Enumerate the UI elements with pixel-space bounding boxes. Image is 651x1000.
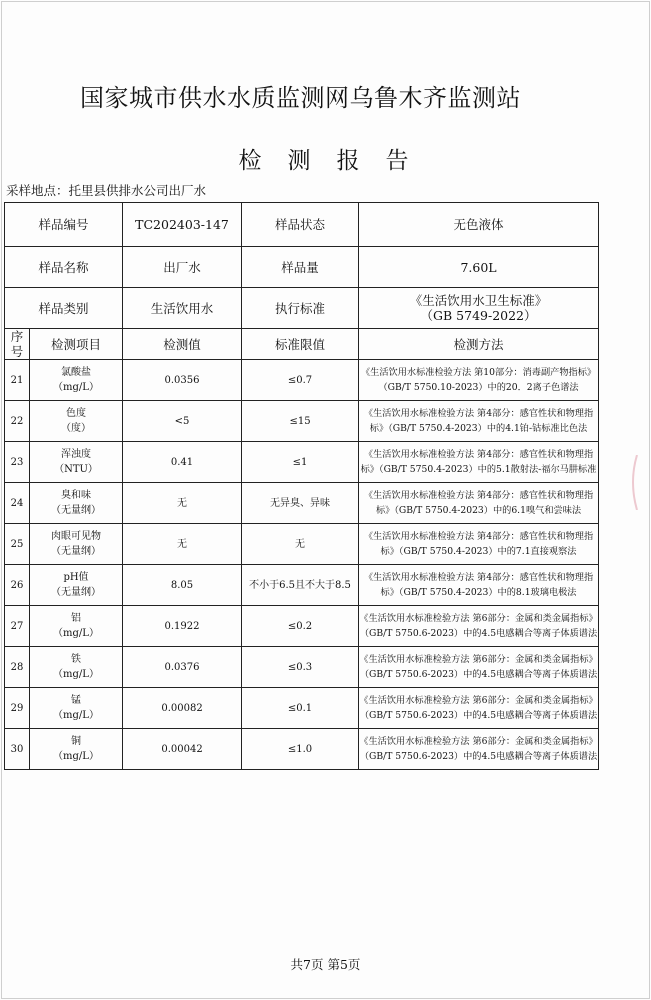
column-header-method: 检测方法	[359, 329, 599, 360]
column-header-seq: 序号	[5, 329, 30, 360]
table-row	[5, 606, 599, 647]
table-row	[5, 524, 599, 565]
row-item-name: 浑浊度	[61, 449, 91, 460]
table-row	[5, 442, 599, 483]
table-row	[5, 360, 599, 401]
row-item	[30, 524, 123, 565]
row-value: 8.05	[123, 565, 242, 606]
row-item-unit: （NTU）	[54, 464, 98, 475]
row-seq: 28	[5, 647, 30, 688]
row-item-unit: （mg/L）	[53, 628, 99, 639]
row-limit: ≤0.2	[242, 606, 359, 647]
row-method: 《生活饮用水标准检验方法 第4部分：感官性状和物理指标》（GB/T 5750.4-2023）中的6.1嗅气和尝味法	[359, 483, 599, 524]
row-value: 0.00042	[123, 729, 242, 770]
standard-value	[359, 288, 599, 329]
row-value: 0.41	[123, 442, 242, 483]
row-item-name: 色度	[66, 408, 86, 419]
table-row	[5, 729, 599, 770]
page-number: 共7页 第5页	[290, 957, 361, 972]
info-row-sample-no	[5, 203, 599, 247]
row-item-unit: （mg/L）	[53, 669, 99, 680]
row-seq: 21	[5, 360, 30, 401]
row-item-name: 臭和味	[61, 490, 91, 501]
row-limit: ≤0.1	[242, 688, 359, 729]
row-item	[30, 647, 123, 688]
row-value: 无	[123, 483, 242, 524]
sample-category-value: 生活饮用水	[123, 288, 242, 329]
row-method: 《生活饮用水标准检验方法 第4部分：感官性状和物理指标》（GB/T 5750.4-2023）中的5.1散射法-福尔马肼标准	[359, 442, 599, 483]
column-header-row	[5, 329, 599, 360]
row-item-unit: （mg/L）	[53, 382, 99, 393]
row-value: 0.0376	[123, 647, 242, 688]
table-row	[5, 565, 599, 606]
standard-line-1: 《生活饮用水卫生标准》	[409, 293, 548, 308]
row-item-unit: （无量纲）	[51, 505, 101, 516]
table-row	[5, 483, 599, 524]
row-limit: ≤1.0	[242, 729, 359, 770]
row-method: 《生活饮用水标准检验方法 第4部分：感官性状和物理指标》（GB/T 5750.4-2023）中的4.1铂-钴标准比色法	[359, 401, 599, 442]
row-item	[30, 729, 123, 770]
row-item	[30, 483, 123, 524]
row-method: 《生活饮用水标准检验方法 第4部分：感官性状和物理指标》（GB/T 5750.4-2023）中的7.1直接观察法	[359, 524, 599, 565]
row-item	[30, 688, 123, 729]
seam-stamp-fragment	[628, 455, 638, 510]
row-limit: 不小于6.5且不大于8.5	[242, 565, 359, 606]
column-header-item: 检测项目	[30, 329, 123, 360]
report-title: 检测报告	[238, 148, 435, 174]
row-seq: 26	[5, 565, 30, 606]
report-table	[4, 202, 599, 770]
row-value: 无	[123, 524, 242, 565]
table-row	[5, 401, 599, 442]
row-method: 《生活饮用水标准检验方法 第6部分：金属和类金属指标》（GB/T 5750.6-2023）中的4.5电感耦合等离子体质谱法	[359, 647, 599, 688]
row-item	[30, 606, 123, 647]
row-seq: 23	[5, 442, 30, 483]
row-item	[30, 401, 123, 442]
sample-amount-value: 7.60L	[359, 247, 599, 288]
standard-line-2: （GB 5749-2022）	[420, 308, 537, 323]
row-limit: 无	[242, 524, 359, 565]
row-method: 《生活饮用水标准检验方法 第4部分：感官性状和物理指标》（GB/T 5750.4-2023）中的8.1玻璃电极法	[359, 565, 599, 606]
info-row-sample-category	[5, 288, 599, 329]
row-item-name: 肉眼可见物	[51, 531, 101, 542]
sampling-site	[6, 181, 206, 199]
row-value: 0.0356	[123, 360, 242, 401]
row-item-unit: （mg/L）	[53, 710, 99, 721]
row-value: 0.1922	[123, 606, 242, 647]
row-method: 《生活饮用水标准检验方法 第6部分：金属和类金属指标》（GB/T 5750.6-2023）中的4.5电感耦合等离子体质谱法	[359, 729, 599, 770]
row-value: 0.00082	[123, 688, 242, 729]
standard-label: 执行标准	[242, 288, 359, 329]
sampling-site-label: 采样地点：	[6, 183, 69, 198]
sample-name-label: 样品名称	[5, 247, 123, 288]
row-item-name: pH值	[63, 572, 89, 583]
row-method: 《生活饮用水标准检验方法 第6部分：金属和类金属指标》（GB/T 5750.6-2023）中的4.5电感耦合等离子体质谱法	[359, 606, 599, 647]
sample-no-value: TC202403-147	[123, 203, 242, 247]
row-seq: 29	[5, 688, 30, 729]
row-item-name: 氯酸盐	[61, 367, 91, 378]
row-limit: ≤1	[242, 442, 359, 483]
sample-state-label: 样品状态	[242, 203, 359, 247]
sample-state-value: 无色液体	[359, 203, 599, 247]
row-item	[30, 565, 123, 606]
row-seq: 27	[5, 606, 30, 647]
row-limit: ≤0.7	[242, 360, 359, 401]
row-item-unit: （无量纲）	[51, 546, 101, 557]
sampling-site-value: 托里县供排水公司出厂水	[68, 183, 207, 198]
column-header-limit: 标准限值	[242, 329, 359, 360]
row-item	[30, 360, 123, 401]
table-row	[5, 647, 599, 688]
row-item-unit: （无量纲）	[51, 587, 101, 598]
row-item	[30, 442, 123, 483]
sample-name-value: 出厂水	[123, 247, 242, 288]
row-limit: ≤0.3	[242, 647, 359, 688]
column-header-value: 检测值	[123, 329, 242, 360]
row-limit: ≤15	[242, 401, 359, 442]
row-limit: 无异臭、异味	[242, 483, 359, 524]
row-method: 《生活饮用水标准检验方法 第6部分：金属和类金属指标》（GB/T 5750.6-2023）中的4.5电感耦合等离子体质谱法	[359, 688, 599, 729]
organization-title: 国家城市供水水质监测网乌鲁木齐监测站	[80, 84, 521, 112]
row-seq: 30	[5, 729, 30, 770]
row-item-unit: （度）	[61, 423, 91, 434]
row-item-name: 铝	[71, 613, 81, 624]
row-item-name: 铁	[71, 654, 81, 665]
sample-amount-label: 样品量	[242, 247, 359, 288]
sample-category-label: 样品类别	[5, 288, 123, 329]
row-item-name: 铜	[71, 736, 81, 747]
row-seq: 24	[5, 483, 30, 524]
info-row-sample-name	[5, 247, 599, 288]
sample-no-label: 样品编号	[5, 203, 123, 247]
row-seq: 22	[5, 401, 30, 442]
row-seq: 25	[5, 524, 30, 565]
row-item-unit: （mg/L）	[53, 751, 99, 762]
row-value: <5	[123, 401, 242, 442]
table-row	[5, 688, 599, 729]
row-method: 《生活饮用水标准检验方法 第10部分：消毒副产物指标》（GB/T 5750.10-2023）中的20．2离子色谱法	[359, 360, 599, 401]
row-item-name: 锰	[71, 695, 81, 706]
